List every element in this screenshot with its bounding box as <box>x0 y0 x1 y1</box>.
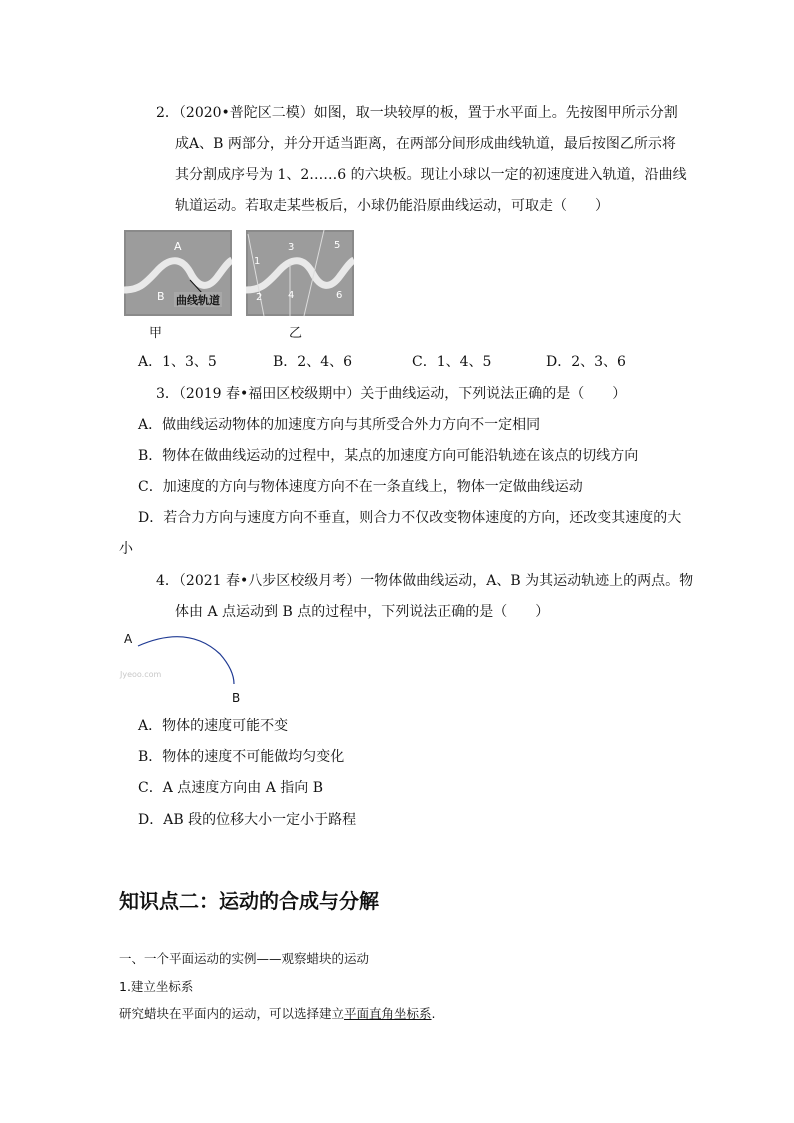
q2-option-c: C．1、4、5 <box>412 354 492 370</box>
q4-option-c: C．A 点速度方向由 A 指向 B <box>138 780 324 796</box>
q2-line4: 轨道运动。若取走某些板后，小球仍能沿原曲线运动，可取走（ ） <box>175 198 609 214</box>
fig-yi-label-6: 6 <box>336 290 343 301</box>
fig-yi-label-1: 1 <box>254 256 261 267</box>
q3-option-c: C．加速度的方向与物体速度方向不在一条直线上，物体一定做曲线运动 <box>138 479 583 495</box>
fig-jia-track-label: 曲线轨道 <box>176 294 220 307</box>
q2-option-d: D．2、3、6 <box>546 354 626 370</box>
fig-yi-label-3: 3 <box>288 242 295 253</box>
q2-line1: 2．（2020•普陀区二模）如图，取一块较厚的板，置于水平面上。先按图甲所示分割 <box>156 105 678 121</box>
q2-option-a: A．1、3、5 <box>138 354 217 370</box>
figure-jia <box>124 230 232 316</box>
fig-yi-label-4: 4 <box>288 290 295 301</box>
section-heading: 知识点二：运动的合成与分解 <box>119 889 379 913</box>
q4-fig-label-b: B <box>232 691 241 705</box>
q3-stem: 3．（2019 春•福田区校级期中）关于曲线运动，下列说法正确的是（ ） <box>156 386 627 402</box>
fig-jia-label-a: A <box>174 240 182 253</box>
section-subheading: 一、一个平面运动的实例——观察蜡块的运动 <box>119 951 370 966</box>
section-body-suffix: . <box>431 1006 436 1021</box>
fig-jia-label-b: B <box>157 290 165 303</box>
q4-option-d: D．AB 段的位移大小一定小于路程 <box>138 812 357 828</box>
q4-fig-label-a: A <box>124 632 133 646</box>
fig-yi-label-5: 5 <box>334 240 341 251</box>
figure-yi <box>246 230 354 316</box>
section-body-underlined: 平面直角坐标系 <box>344 1006 432 1021</box>
fig-yi-label-2: 2 <box>256 292 263 303</box>
q3-option-a: A．做曲线运动物体的加速度方向与其所受合外力方向不一定相同 <box>138 417 541 433</box>
q4-trajectory-figure <box>118 628 248 708</box>
section-body <box>119 1004 436 1022</box>
q2-line3: 其分割成序号为 1、2……6 的六块板。现让小球以一定的初速度进入轨道，沿曲线 <box>175 167 687 183</box>
q2-line2: 成A、B 两部分，并分开适当距离，在两部分间形成曲线轨道，最后按图乙所示将 <box>175 136 676 152</box>
q3-option-b: B．物体在做曲线运动的过程中，某点的加速度方向可能沿轨迹在该点的切线方向 <box>138 448 639 464</box>
q2-option-b: B．2、4、6 <box>273 354 353 370</box>
q3-option-d-line1: D．若合力方向与速度方向不垂直，则合力不仅改变物体速度的方向，还改变其速度的大 <box>138 510 682 526</box>
fig-jia-caption: 甲 <box>149 326 163 341</box>
section-sub-item: 1.建立坐标系 <box>119 979 194 994</box>
q3-option-d-line2: 小 <box>119 541 133 557</box>
q4-line2: 体由 A 点运动到 B 点的过程中，下列说法正确的是（ ） <box>175 604 550 620</box>
q4-line1: 4．（2021 春•八步区校级月考）一物体做曲线运动，A、B 为其运动轨迹上的两点。物 <box>156 573 694 589</box>
q4-option-b: B．物体的速度不可能做均匀变化 <box>138 749 345 765</box>
section-body-prefix: 研究蜡块在平面内的运动，可以选择建立 <box>119 1006 345 1021</box>
q4-fig-watermark: Jyeoo.com <box>120 670 162 679</box>
fig-yi-caption: 乙 <box>289 326 303 341</box>
q4-option-a: A．物体的速度可能不变 <box>138 718 289 734</box>
